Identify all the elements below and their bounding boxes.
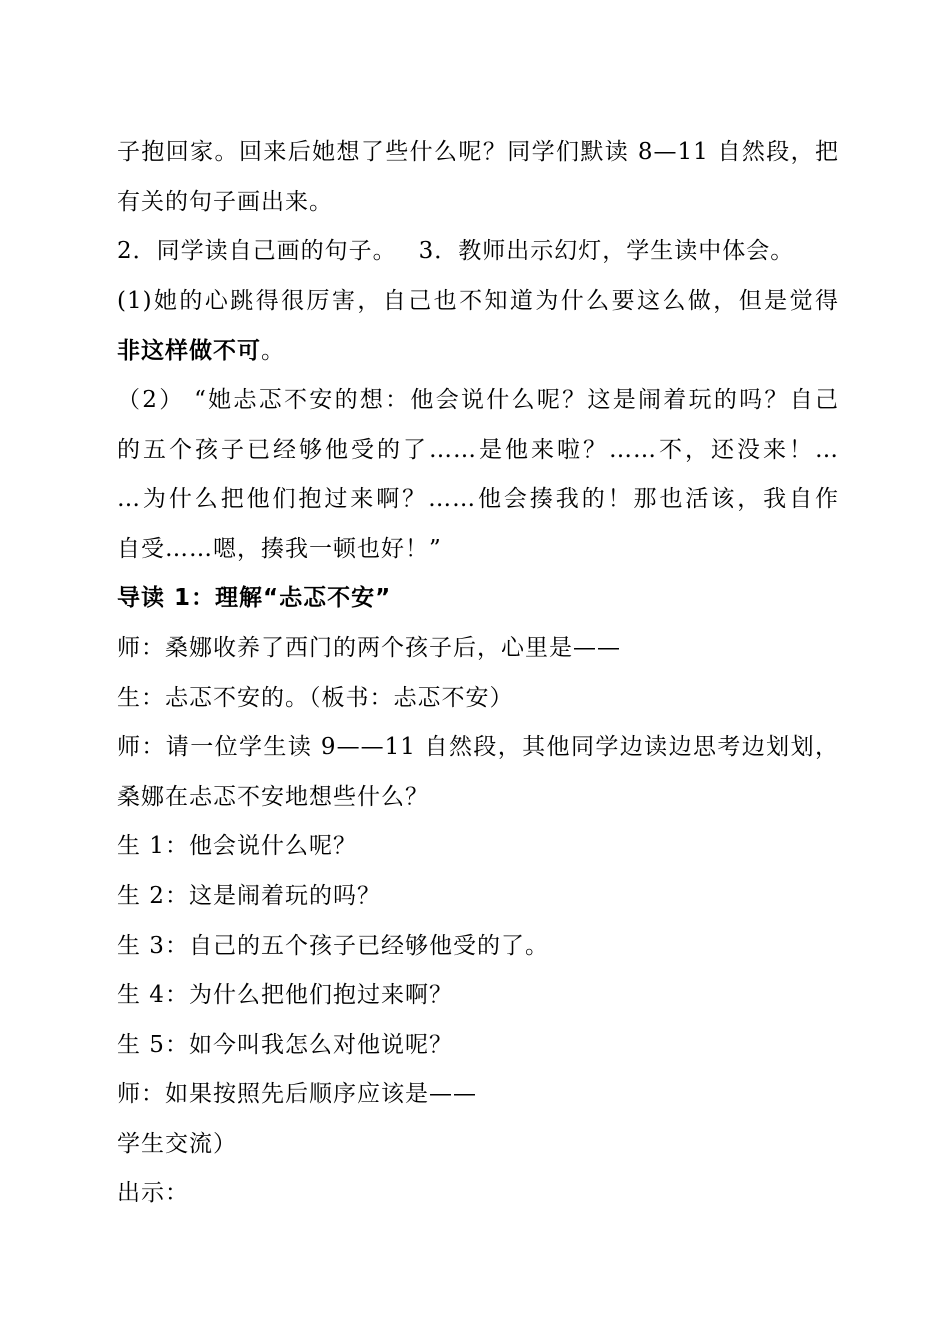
emphasis-text: 非这样做不可 [117, 337, 261, 365]
step-2-text: 2．同学读自己画的句子。 [117, 238, 397, 265]
dialogue-line: 师：桑娜收养了西门的两个孩子后，心里是—— [117, 634, 621, 661]
dialogue-line: 生 1：他会说什么呢？ [117, 833, 357, 860]
dialogue-line: 生 5：如今叫我怎么对他说呢？ [117, 1031, 453, 1058]
step-3-text: 3．教师出示幻灯，学生读中体会。 [418, 238, 795, 265]
paragraph-line: 有关的句子画出来。 [117, 188, 333, 215]
section-heading: 导读 1：理解“忐忑不安” [117, 585, 392, 612]
dialogue-line: 桑娜在忐忑不安地想些什么？ [117, 783, 429, 810]
paragraph-line: 的五个孩子已经够他受的了……是他来啦？……不，还没来！… [117, 436, 839, 463]
dialogue-line: 出示： [117, 1180, 189, 1207]
dialogue-line: 学生交流） [117, 1130, 237, 1157]
paragraph-line [117, 227, 839, 277]
punctuation: 。 [261, 338, 285, 365]
dialogue-line: 师：请一位学生读 9——11 自然段，其他同学边读边思考边划划， [117, 734, 839, 761]
paragraph-line [117, 326, 839, 376]
dialogue-line: 生：忐忑不安的。（板书：忐忑不安） [117, 684, 514, 711]
paragraph-line: 子抱回家。回来后她想了些什么呢？同学们默读 8—11 自然段，把 [117, 139, 839, 165]
paragraph-line: 自受……嗯，揍我一顿也好！” [117, 535, 442, 562]
dialogue-line: 生 3：自己的五个孩子已经够他受的了。 [117, 932, 549, 959]
paragraph-line: …为什么把他们抱过来啊？……他会揍我的！那也活该，我自作 [117, 486, 839, 513]
dialogue-line: 生 2：这是闹着玩的吗？ [117, 882, 381, 909]
dialogue-line: 师：如果按照先后顺序应该是—— [117, 1081, 477, 1108]
paragraph-line: （2） “她忐忑不安的想：他会说什么呢？这是闹着玩的吗？自己 [117, 386, 839, 413]
document-page [117, 128, 839, 1219]
paragraph-line: (1)她的心跳得很厉害，自己也不知道为什么要这么做，但是觉得 [117, 287, 839, 314]
dialogue-line: 生 4：为什么把他们抱过来啊？ [117, 982, 453, 1009]
